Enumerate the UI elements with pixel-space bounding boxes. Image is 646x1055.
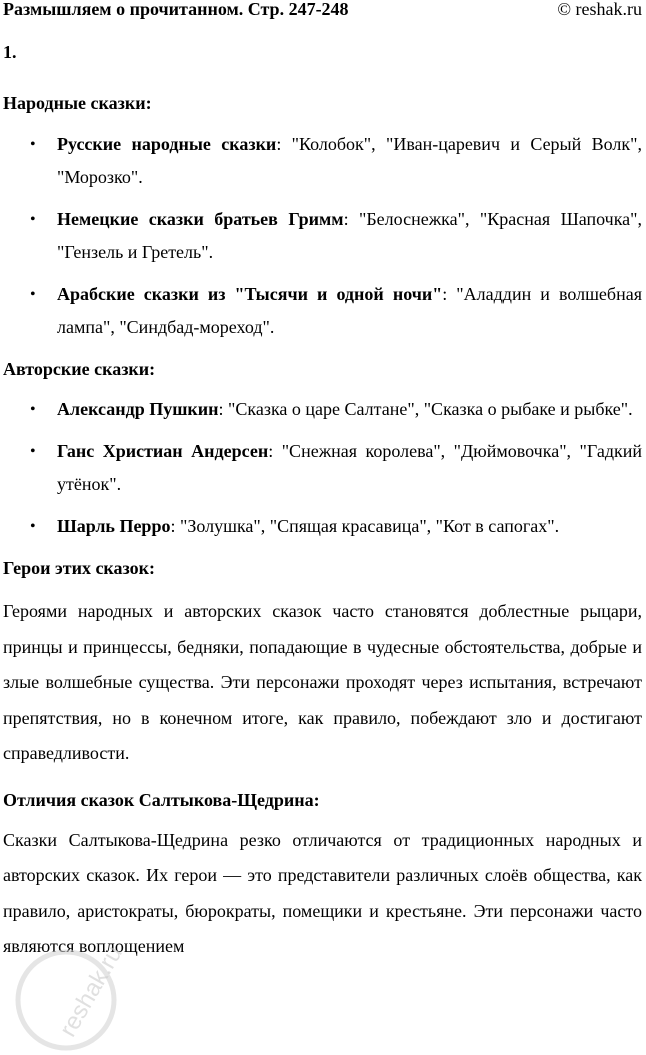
heroes-paragraph: Героями народных и авторских сказок часто становятся доблестные рыцари, принцы и принцессы, бедняки, попадающие в чудесные обстоятельства, добрые и злые волшебные существа. Эти персонажи проходят через испытания, встречают препятствия, но в конечном итоге, как правило, побеждают зло и достигают справедливости. [3,601,642,763]
author-tales-list [3,393,642,543]
bullet-icon: • [30,518,36,535]
item-text: : "Белоснежка", "Красная Шапочка", "Гензель и Гретель". [57,209,643,262]
bullet-icon: • [30,286,36,303]
list-item [3,435,642,501]
item-text: : "Сказка о царе Салтане", "Сказка о рыбаке и рыбке". [218,399,633,419]
bullet-icon: • [30,136,36,153]
item-name: Ганс Христиан Андерсен [57,441,269,461]
list-item [3,128,642,194]
differences-heading: Отличия сказок Салтыкова-Щедрина: [3,789,320,810]
author-tales-heading: Авторские сказки: [3,359,156,379]
item-text: : "Снежная королева", "Дюймовочка", "Гадкий утёнок". [57,441,642,494]
list-item [3,278,642,344]
item-name: Арабские сказки из "Тысячи и одной ночи" [57,284,443,304]
item-name: Немецкие сказки братьев Гримм [57,209,344,229]
site-credit: © reshak.ru [557,0,642,19]
folk-tales-list [3,128,642,344]
item-name: Шарль Перро [57,516,171,536]
watermark-text: reshak.ru [54,941,128,1042]
task-number: 1. [3,42,17,62]
bullet-icon: • [30,211,36,228]
bullet-icon: • [30,443,36,460]
heroes-heading: Герои этих сказок: [3,558,156,578]
item-text: : "Аладдин и волшебная лампа", "Синдбад-мореход". [57,284,642,337]
item-name: Александр Пушкин [57,399,219,419]
page-title: Размышляем о прочитанном. Стр. 247-248 [3,0,349,19]
list-item [3,510,642,543]
list-item [3,393,642,426]
item-text: : "Золушка", "Спящая красавица", "Кот в сапогах". [170,516,560,536]
bullet-icon: • [30,401,36,418]
item-text: : "Колобок", "Иван-царевич и Серый Волк", "Морозко". [57,134,642,187]
item-name: Русские народные сказки [57,134,277,154]
folk-tales-heading: Народные сказки: [3,93,152,113]
list-item [3,203,642,269]
differences-paragraph: Сказки Салтыкова-Щедрина резко отличаются от традиционных народных и авторских сказок. Их герои — это представители различных слоёв общества, как правило, аристократы, бюрократы, помещики и крестьяне. Эти персонажи часто являются воплощением [3,829,642,956]
header [3,0,642,20]
